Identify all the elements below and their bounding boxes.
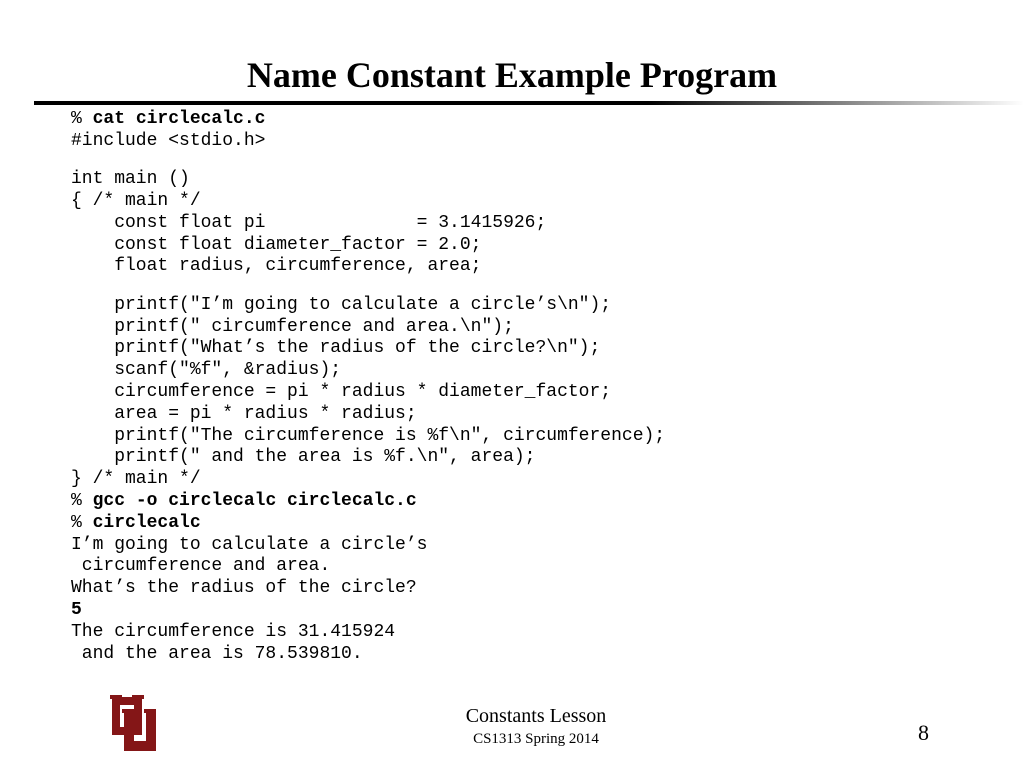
- output-line: circumference and area.: [71, 556, 331, 577]
- code-line: } /* main */: [71, 469, 201, 490]
- title-divider: [34, 101, 1024, 105]
- code-line: scanf("%f", &radius);: [71, 360, 342, 381]
- code-line: const float diameter_factor = 2.0;: [71, 234, 482, 255]
- code-line: printf("I’m going to calculate a circle’s\n");: [71, 294, 612, 315]
- code-line: [71, 109, 665, 131]
- output-line: I’m going to calculate a circle’s: [71, 534, 428, 555]
- code-line: int main (): [71, 169, 190, 190]
- code-line: const float pi = 3.1415926;: [71, 212, 547, 233]
- page-number: 8: [918, 720, 929, 745]
- code-line: printf(" circumference and area.\n");: [71, 316, 514, 337]
- user-input: [71, 600, 665, 622]
- output-line: What’s the radius of the circle?: [71, 578, 417, 599]
- slide-title: Name Constant Example Program: [246, 55, 778, 95]
- code-spacer: [71, 278, 665, 295]
- run-command: circlecalc: [92, 512, 201, 533]
- code-line: float radius, circumference, area;: [71, 256, 482, 277]
- code-line: { /* main */: [71, 190, 201, 211]
- shell-prompt: %: [71, 512, 93, 533]
- output-line: and the area is 78.539810.: [71, 643, 363, 664]
- code-line: circumference = pi * radius * diameter_factor;: [71, 381, 612, 402]
- footer-course: CS1313 Spring 2014: [473, 731, 599, 747]
- shell-prompt: %: [71, 490, 93, 511]
- cat-command: cat circlecalc.c: [92, 109, 266, 129]
- user-input-value: 5: [71, 599, 82, 620]
- footer-lesson-title: Constants Lesson: [465, 705, 607, 727]
- code-line: printf(" and the area is %f.\n", area);: [71, 447, 536, 468]
- code-spacer: [71, 153, 665, 170]
- code-line: printf("The circumference is %f\n", circumference);: [71, 425, 666, 446]
- ou-logo-graphic: [110, 693, 156, 753]
- ou-logo-icon: [110, 693, 156, 753]
- code-line: #include <stdio.h>: [71, 130, 266, 151]
- gcc-command: gcc -o circlecalc circlecalc.c: [92, 490, 417, 511]
- code-listing: [71, 109, 665, 665]
- shell-prompt: %: [71, 109, 93, 129]
- code-line: [71, 513, 665, 535]
- code-line: [71, 491, 665, 513]
- code-line: area = pi * radius * radius;: [71, 403, 417, 424]
- code-line: printf("What’s the radius of the circle?\n");: [71, 338, 601, 359]
- output-line: The circumference is 31.415924: [71, 621, 396, 642]
